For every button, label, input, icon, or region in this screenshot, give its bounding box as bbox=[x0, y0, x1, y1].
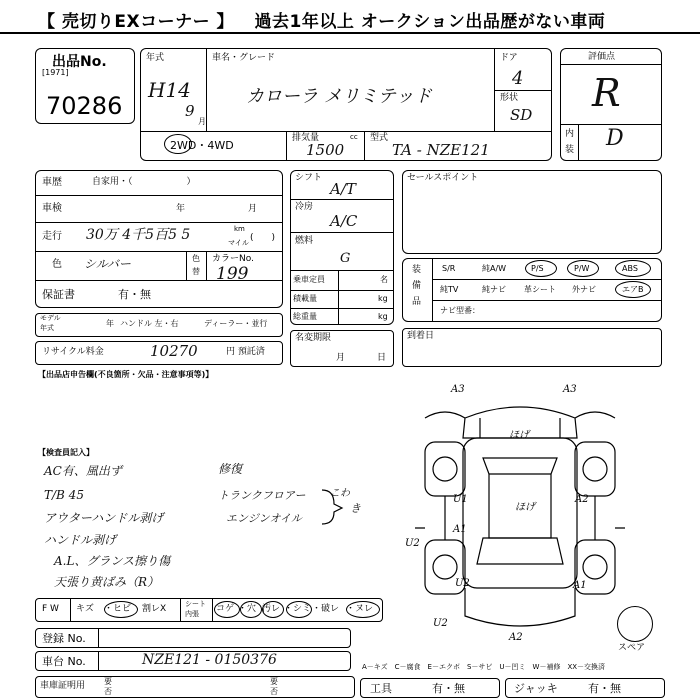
svg-text:U1: U1 bbox=[453, 494, 468, 505]
inspector-tag-2: き bbox=[350, 502, 361, 515]
year-month: 9 bbox=[185, 102, 195, 120]
inspector-label: 【検査員記入】 bbox=[38, 448, 94, 457]
jack-label: ジャッキ bbox=[514, 682, 558, 695]
recycle-label: リサイクル料金 bbox=[42, 347, 104, 357]
registration-day: 日 bbox=[377, 353, 387, 363]
registration-label: 名変期限 bbox=[295, 333, 332, 343]
equipment-tv: 純TV bbox=[440, 285, 459, 294]
seat-item-6: ・ヌレ bbox=[346, 604, 374, 614]
history-label: 車歴 bbox=[42, 177, 62, 188]
weight-unit: kg bbox=[378, 312, 388, 321]
seat-item-circle-4 bbox=[286, 601, 312, 618]
svg-text:A1: A1 bbox=[453, 524, 467, 535]
equipment-airbag: エアB bbox=[622, 285, 644, 294]
car-value: カローラ メリミテッド bbox=[246, 86, 432, 107]
equipment-label-3: 品 bbox=[412, 297, 422, 307]
ac-value: A/C bbox=[330, 212, 358, 230]
interior-value: D bbox=[606, 126, 624, 151]
displacement-label: 排気量 bbox=[292, 133, 320, 143]
seat-item-circle-2 bbox=[240, 601, 262, 618]
recycle-unit: 円 預託済 bbox=[226, 347, 265, 357]
arrival-box bbox=[402, 328, 662, 367]
reg-no-label: 登録 No. bbox=[42, 632, 86, 645]
model-year-handle: ハンドル 左・右 bbox=[120, 319, 179, 328]
tools-value: 有・無 bbox=[432, 682, 465, 695]
garage-cert-option-4: 否 bbox=[270, 687, 278, 696]
load-unit: kg bbox=[378, 294, 388, 303]
shape-label: 形状 bbox=[500, 93, 519, 103]
equipment-label-1: 装 bbox=[412, 265, 422, 275]
inspector-note-1: AC有、風出ず bbox=[44, 464, 122, 478]
equipment-sr: S/R bbox=[442, 264, 456, 273]
equipment-abs-circle bbox=[615, 260, 651, 277]
seat-label-1: シート bbox=[185, 600, 206, 608]
tools-label: 工具 bbox=[370, 682, 392, 695]
inspector-note-4: ハンドル剥げ bbox=[44, 533, 117, 547]
banner-left: 【 売切りEXコーナー 】 bbox=[38, 12, 235, 32]
inspector-note-8: トランクフロアー bbox=[218, 489, 306, 502]
fw-item-3: 割レX bbox=[142, 604, 167, 614]
equipment-navi-model: ナビ型番： bbox=[440, 306, 480, 315]
equipment-ext-navi: 外ナビ bbox=[572, 285, 596, 294]
interior-label-1: 内 bbox=[565, 129, 575, 139]
year-label: 年式 bbox=[146, 53, 165, 63]
mileage-unit-top: km bbox=[234, 225, 245, 233]
seat-label-2: 内張 bbox=[185, 610, 199, 618]
color-change-2: 替 bbox=[192, 267, 200, 276]
equipment-ps-circle bbox=[525, 260, 557, 277]
garage-cert-label: 車庫証明用 bbox=[40, 681, 86, 691]
jack-value: 有・無 bbox=[588, 682, 621, 695]
capacity-unit: 名 bbox=[380, 275, 388, 284]
model-year-year: 年 bbox=[106, 319, 114, 328]
svg-text:U2: U2 bbox=[405, 538, 420, 549]
displacement-unit: cc bbox=[350, 133, 358, 141]
seat-item-1: コゲ bbox=[216, 604, 235, 614]
fw-label: F W bbox=[42, 604, 59, 614]
displacement-value: 1500 bbox=[306, 141, 345, 159]
equipment-airbag-circle bbox=[615, 281, 651, 298]
bracket-icon bbox=[318, 486, 348, 526]
inspector-note-6: 天張り黄ばみ（R） bbox=[54, 575, 160, 589]
svg-text:A2: A2 bbox=[509, 632, 523, 643]
seat-item-5: ・破レ bbox=[312, 604, 340, 614]
fw-item-2: ・ヒビ bbox=[104, 604, 132, 614]
seat-item-2: ・穴 bbox=[238, 604, 257, 614]
svg-text:U2: U2 bbox=[455, 578, 470, 589]
warranty-value: 有・無 bbox=[118, 288, 151, 301]
garage-cert-option-1: 要 bbox=[104, 677, 112, 686]
score-value: R bbox=[592, 71, 621, 115]
fuel-label: 燃料 bbox=[295, 236, 314, 246]
inspector-tag-1: こわ bbox=[330, 488, 350, 499]
history-value: 自家用・（ ） bbox=[92, 177, 196, 187]
equipment-ps: P/S bbox=[531, 264, 544, 273]
inspector-note-7: 修復 bbox=[218, 462, 243, 476]
inspector-note-3: アウターハンドル剥げ bbox=[44, 511, 164, 525]
inspection-month: 月 bbox=[248, 204, 258, 214]
mileage-unit-bottom: マイル bbox=[228, 239, 249, 247]
fw-item-1: キズ bbox=[76, 604, 94, 614]
fuel-value: G bbox=[340, 251, 351, 266]
fw-item-2-circle bbox=[104, 601, 138, 618]
drive-value: 2WD・4WD bbox=[170, 139, 234, 152]
equipment-navi: 純ナビ bbox=[482, 285, 506, 294]
spare-label: スペア bbox=[618, 643, 646, 653]
door-value: 4 bbox=[512, 68, 524, 89]
inspector-note-2: T/B 45 bbox=[44, 488, 84, 502]
inspection-year: 年 bbox=[176, 204, 186, 214]
inspector-note-9: エンジンオイル bbox=[226, 512, 302, 525]
capacity-label: 乗車定員 bbox=[293, 275, 325, 284]
load-label: 積載量 bbox=[293, 294, 317, 303]
weight-label: 総重量 bbox=[293, 312, 317, 321]
color-code: 199 bbox=[216, 264, 249, 284]
arrival-label: 到着日 bbox=[407, 331, 435, 341]
svg-text:A1: A1 bbox=[573, 580, 587, 591]
svg-text:ほげ: ほげ bbox=[509, 430, 529, 441]
garage-cert-option-2: 否 bbox=[104, 687, 112, 696]
spare-tire-icon bbox=[617, 606, 653, 642]
recycle-value: 10270 bbox=[150, 342, 198, 360]
equipment-aw: 純A/W bbox=[482, 264, 507, 273]
seat-item-circle-5 bbox=[346, 601, 380, 618]
color-value: シルバー bbox=[84, 257, 131, 271]
ac-label: 冷房 bbox=[295, 202, 314, 212]
model-year-label-1: モデル bbox=[40, 314, 61, 322]
seat-item-circle-3 bbox=[262, 601, 284, 618]
model-year-label-2: 年式 bbox=[40, 324, 54, 332]
lot-small: [1971] bbox=[42, 68, 69, 77]
lot-label: 出品No. bbox=[52, 54, 107, 70]
interior-label-2: 装 bbox=[565, 145, 575, 155]
mileage-label: 走行 bbox=[42, 231, 62, 242]
year-value: H14 bbox=[148, 78, 191, 102]
door-label: ドア bbox=[500, 53, 518, 63]
score-label: 評価点 bbox=[588, 52, 616, 62]
inspector-note-5: A.L、グランス擦り傷 bbox=[54, 554, 171, 568]
equipment-leather: 革シート bbox=[524, 285, 556, 294]
inspection-label: 車検 bbox=[42, 203, 62, 214]
notice-label: 【出品店申告欄(不良箇所・欠品・注意事項等)】 bbox=[38, 370, 214, 379]
svg-text:A3: A3 bbox=[563, 384, 577, 395]
svg-text:ほげ: ほげ bbox=[515, 502, 535, 513]
chassis-label: 車台 No. bbox=[42, 655, 86, 668]
banner-right: 過去1年以上 オークション出品歴がない車両 bbox=[254, 12, 606, 32]
car-label: 車名・グレード bbox=[212, 53, 276, 63]
warranty-label: 保証書 bbox=[42, 288, 75, 301]
shape-value: SD bbox=[510, 106, 533, 124]
seat-item-3: 汚レ bbox=[262, 604, 281, 614]
legend: A－キズ C－腐食 E－エクボ S－サビ U－凹ミ W－補修 XX－交換済 bbox=[362, 663, 606, 671]
lot-number: 70286 bbox=[46, 92, 123, 120]
car-damage-diagram bbox=[405, 378, 635, 648]
drive-circle bbox=[164, 134, 192, 154]
color-change-1: 色 bbox=[192, 254, 200, 263]
equipment-pw-circle bbox=[567, 260, 599, 277]
sales-label: セールスポイント bbox=[407, 173, 479, 183]
svg-text:A3: A3 bbox=[451, 384, 465, 395]
equipment-label-2: 備 bbox=[412, 281, 422, 291]
model-value: TA - NZE121 bbox=[392, 141, 490, 159]
seat-item-circle-1 bbox=[214, 601, 240, 618]
color-code-label: カラーNo. bbox=[212, 254, 254, 264]
mileage-paren: ( ) bbox=[250, 233, 276, 243]
svg-text:U2: U2 bbox=[433, 618, 448, 629]
registration-month: 月 bbox=[336, 353, 346, 363]
mileage-value: 30万 4千5百5 5 bbox=[86, 227, 191, 243]
chassis-value: NZE121 - 0150376 bbox=[142, 652, 277, 668]
color-label: 色 bbox=[52, 259, 62, 270]
year-unit: 月 bbox=[198, 117, 206, 126]
shift-label: シフト bbox=[295, 173, 323, 183]
garage-cert-option-3: 要 bbox=[270, 677, 278, 686]
seat-item-4: ・シミ bbox=[284, 604, 312, 614]
banner bbox=[0, 0, 700, 34]
svg-text:A2: A2 bbox=[575, 494, 589, 505]
equipment-abs: ABS bbox=[622, 264, 638, 273]
equipment-pw: P/W bbox=[574, 264, 590, 273]
model-year-dealer: ディーラー・並行 bbox=[204, 319, 268, 328]
model-label: 型式 bbox=[370, 133, 389, 143]
shift-value: A/T bbox=[330, 180, 356, 198]
